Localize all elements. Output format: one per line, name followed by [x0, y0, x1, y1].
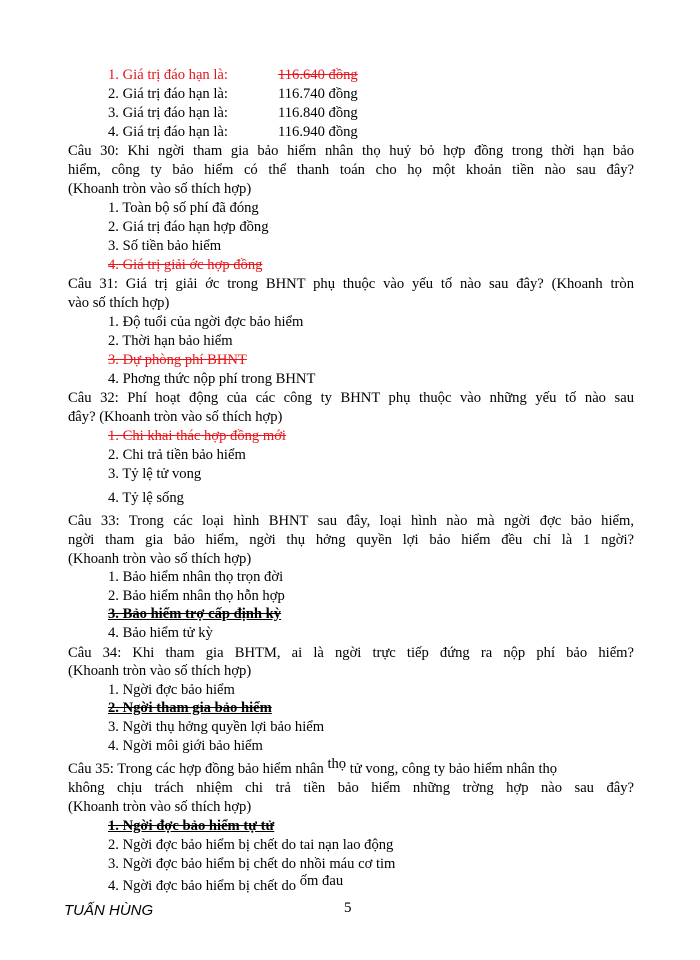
- q35-line-3: (Khoanh tròn vào số thích hợp): [68, 799, 252, 815]
- q32-option-3: 3. Tỷ lệ tử vong: [108, 466, 202, 482]
- q31-option-3: 3. Dự phòng phí BHNT: [108, 352, 247, 368]
- q35-option-2: 2. Ngời đợc bảo hiểm bị chết do tai nạn lao động: [108, 837, 394, 853]
- q29-option-1-label: 1. Giá trị đáo hạn là:: [108, 67, 228, 83]
- q30-option-3: 3. Số tiền bảo hiểm: [108, 238, 222, 254]
- q33-line-2: ngời tham gia bảo hiểm, ngời thụ hởng quyền lợi bảo hiểm đều chỉ là 1 ngời?: [68, 532, 634, 548]
- q29-option-3: [108, 104, 358, 122]
- q29-option-2-value: 116.740 đồng: [278, 86, 358, 102]
- page-number: 5: [344, 900, 352, 916]
- q35-option-4-text: 4. Ngời đợc bảo hiểm bị chết do: [108, 878, 297, 894]
- q34-option-2: 2. Ngời tham gia bảo hiểm: [108, 700, 272, 716]
- q31-option-2: 2. Thời hạn bảo hiểm: [108, 333, 233, 349]
- q31-option-4: 4. Phơng thức nộp phí trong BHNT: [108, 371, 316, 387]
- q34-option-4: 4. Ngời môi giới bảo hiểm: [108, 738, 263, 754]
- q32-option-1: 1. Chi khai thác hợp đồng mới: [108, 428, 286, 444]
- q35-line-2: không chịu trách nhiệm chi trả tiền bảo hiểm những trờng hợp nào sau đây?: [68, 780, 634, 796]
- q29-option-2: [108, 85, 358, 103]
- q34-line-2: (Khoanh tròn vào số thích hợp): [68, 663, 252, 679]
- q35-option-4-raised-words: ốm đau: [299, 873, 344, 889]
- q32-line-2: đây? (Khoanh tròn vào số thích hợp): [68, 409, 283, 425]
- q33-line-1: Câu 33: Trong các loại hình BHNT sau đây, loại hình nào mà ngời đợc bảo hiểm,: [68, 513, 634, 529]
- q33-line-3: (Khoanh tròn vào số thích hợp): [68, 551, 252, 567]
- q34-line-1: Câu 34: Khi tham gia BHTM, ai là ngời trực tiếp đứng ra nộp phí bảo hiểm?: [68, 645, 634, 661]
- q33-option-3: 3. Bảo hiểm trợ cấp định kỳ: [108, 606, 282, 622]
- q30-line-2: hiểm, công ty bảo hiểm có thể thanh toán cho họ một khoản tiền nào sau đây?: [68, 162, 634, 178]
- q35-line-1-part-b: tử vong, công ty bảo hiểm nhân thọ: [349, 761, 558, 777]
- q30-line-3: (Khoanh tròn vào số thích hợp): [68, 181, 252, 197]
- footer-author: TUẤN HÙNG: [64, 902, 154, 919]
- q29-option-2-label: 2. Giá trị đáo hạn là:: [108, 86, 228, 102]
- q35-option-1: 1. Ngời đợc bảo hiểm tự tử: [108, 818, 275, 834]
- q35-option-3: 3. Ngời đợc bảo hiểm bị chết do nhồi máu cơ tim: [108, 856, 396, 872]
- q29-option-1-value: 116.640 đồng: [278, 67, 358, 83]
- q35-line-1-part-a: Câu 35: Trong các hợp đồng bảo hiểm nhân: [68, 761, 324, 777]
- q31-option-1: 1. Độ tuổi của ngời đợc bảo hiểm: [108, 314, 304, 330]
- q35-line-1: [68, 756, 634, 778]
- q32-option-2: 2. Chi trả tiền bảo hiểm: [108, 447, 246, 463]
- q29-option-4-label: 4. Giá trị đáo hạn là:: [108, 124, 228, 140]
- q31-line-1: Câu 31: Giá trị giải ớc trong BHNT phụ thuộc vào yếu tố nào sau đây? (Khoanh tròn: [68, 276, 634, 292]
- q30-option-2: 2. Giá trị đáo hạn hợp đồng: [108, 219, 269, 235]
- q33-option-2: 2. Bảo hiểm nhân thọ hỗn hợp: [108, 588, 285, 604]
- q30-option-1: 1. Toàn bộ số phí đã đóng: [108, 200, 259, 216]
- q32-option-4: 4. Tỷ lệ sống: [108, 490, 184, 506]
- q29-option-1: [108, 66, 358, 84]
- q30-line-1: Câu 30: Khi ngời tham gia bảo hiểm nhân thọ huỷ bỏ hợp đồng trong thời hạn bảo: [68, 143, 634, 159]
- q32-line-1: Câu 32: Phí hoạt động của các công ty BHNT phụ thuộc vào những yếu tố nào sau: [68, 390, 634, 406]
- q35-line-1-raised-word: thọ: [327, 756, 347, 772]
- q35-option-4: [108, 873, 344, 895]
- q29-option-4: [108, 123, 358, 141]
- q29-option-3-label: 3. Giá trị đáo hạn là:: [108, 105, 228, 121]
- q31-line-2: vào số thích hợp): [68, 295, 170, 311]
- q34-option-1: 1. Ngời đợc bảo hiểm: [108, 682, 235, 698]
- q30-option-4: 4. Giá trị giải ớc hợp đồng: [108, 257, 263, 273]
- q34-option-3: 3. Ngời thụ hởng quyền lợi bảo hiểm: [108, 719, 325, 735]
- q29-option-4-value: 116.940 đồng: [278, 124, 358, 140]
- q33-option-1: 1. Bảo hiểm nhân thọ trọn đời: [108, 569, 284, 585]
- q33-option-4: 4. Bảo hiểm tử kỳ: [108, 625, 213, 641]
- q29-option-3-value: 116.840 đồng: [278, 105, 358, 121]
